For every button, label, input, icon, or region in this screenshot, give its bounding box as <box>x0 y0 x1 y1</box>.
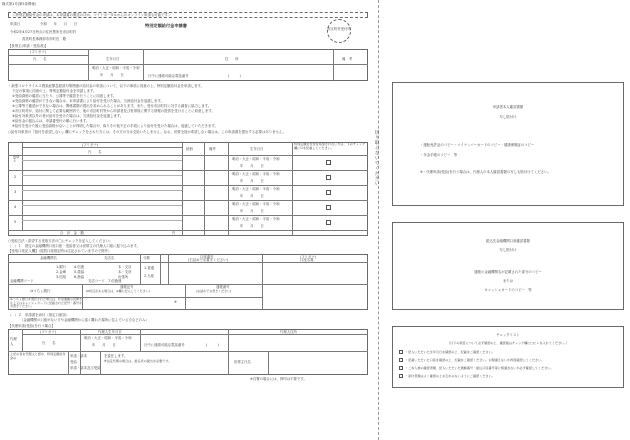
form-title: 特別定額給付金申請書 <box>145 23 187 28</box>
account-number-header: 口座番号 <box>200 254 214 259</box>
yucho-kigo-label: 通帳記号 <box>120 285 134 289</box>
attach2-title: 振込先金融機関口座確認書類 <box>485 239 531 243</box>
attach2-sub: 写し貼付け <box>499 248 517 252</box>
checklist-checkbox-4[interactable] <box>399 374 403 378</box>
cut-line <box>378 0 379 440</box>
bank-section-title: 【受取口座記入欄】（振替口座指定時は注記されていますので除外） <box>8 249 112 253</box>
branch-type-1: 本・支店 <box>118 265 132 269</box>
receipt-option-2-note: （金融機関の口座がない方や金融機関から遠く離れた場所に住んでいる方などのみ） <box>20 318 149 322</box>
branch-code-label: 支店コード <box>88 279 105 283</box>
form-number: 様式第1号(第5条関係) <box>2 2 37 6</box>
agent-name-label: 氏 名 <box>42 341 56 345</box>
checklist-item-3: ・ご本人様の確認書類、記入いただいた通帳番号・振込口座番号等に相違がないか必ず確認してください。 <box>405 365 554 370</box>
members-name-header: 氏 名 <box>88 149 102 154</box>
row2-era: 明治・大正・昭和・平成・令和 <box>232 172 280 176</box>
row-label-5: 5 <box>14 220 17 224</box>
account-kana-header: (フリガナ) <box>300 254 317 259</box>
notes-p3: ②受給資格の確認ができない場合は、本申請書により給付を受けた場合、当該給付金を返還します。 <box>12 99 164 103</box>
refuse-checkbox-4[interactable] <box>326 205 331 210</box>
notes-p8: ※給付を受けた後に受給資格がないことが判明した場合や、偽りその他不正の手段により給付を受けた場合は、返還していただきます。 <box>12 124 218 128</box>
agent-delegate-note: ※法定代理の場合は、委任状の提出が必要です。 <box>104 359 172 363</box>
agent-era: 明治・大正・昭和・平成・令和 <box>84 336 132 340</box>
agent-option-2[interactable]: 受給 <box>70 360 77 364</box>
refuse-checkbox-1[interactable] <box>326 160 331 165</box>
row4-era: 明治・大正・昭和・平成・令和 <box>232 202 280 206</box>
row2-ymd: 年 月 日 <box>240 179 264 183</box>
row3-ymd: 年 月 日 <box>240 194 264 198</box>
agent-furigana: (フリガナ) <box>40 329 57 334</box>
notes-p4: ③公簿等で確認ができない場合は、関係書類の提出を求められることがあります。また、受付市区町村に対する調査に協力します。 <box>12 104 212 108</box>
row5-ymd: 年 月 日 <box>240 224 264 228</box>
bank-type-6: 6.漁協 <box>74 275 85 279</box>
receipt-method-heading: ○受取方法（希望する受取方法の□にチェックを記入してください） <box>8 239 113 243</box>
account-type-1: 1.普通 <box>144 266 155 270</box>
row-label-4: 4 <box>14 205 17 209</box>
account-number-sub: (右詰めでお書きください) <box>188 258 228 262</box>
applicant-note-label: 備 考 <box>342 57 353 61</box>
attach2-line2: または <box>502 279 514 283</box>
checklist-item-1: ・記入いただいた生年月日を確認の上、記載をご確認ください。 <box>405 349 495 354</box>
branch-type-3: 出張所 <box>118 275 129 279</box>
refuse-checkbox-3[interactable] <box>326 190 331 195</box>
bank-type-7: 7.信漁連 <box>108 279 122 283</box>
notes-p6: ⑤給付対象者以外の者が給付を受けた場合は、当該給付金を返還します。 <box>12 114 124 118</box>
notes-p7: ⑥給付金の振込みは、申請書受付の順に行います。 <box>12 119 90 123</box>
refuse-checkbox-5[interactable] <box>326 220 331 225</box>
agent-section-title: 【代理申請(受給)を行う場合】 <box>8 324 55 328</box>
receipt-option-2[interactable]: （ ）２ 申請書を添付（指定口座届） <box>8 313 70 317</box>
members-table <box>8 142 368 236</box>
account-holder-header: 口座名義 <box>300 258 314 262</box>
application-date-label: 申請日 <box>10 22 21 26</box>
agent-row-label: 代理人 <box>10 337 17 346</box>
bank-name-header: 金融機関名 <box>40 256 57 260</box>
bank-code-label: 金融機関コード <box>10 279 34 283</box>
attach1-note: ※・代理申請(受給)を行う場合は、代理人の本人確認書類の写しも貼付けてください。 <box>420 170 551 174</box>
bank-type-3: 3.信組 <box>56 275 67 279</box>
addressee-line1: 令和2年4月27日時点の住民票所在市区町村 <box>10 30 77 34</box>
attach2-line3: キャッシュカードのコピー 等 <box>484 288 532 292</box>
members-refuse-header: 特別定額給付金を希望されない方は、下のチェック欄に☑を記載してください。 <box>294 142 366 150</box>
checklist-checkbox-1[interactable] <box>399 350 403 354</box>
account-type-2: 2.当座 <box>144 274 155 278</box>
yucho-kigo-sub: (6桁目がある場合は、※欄に記入してください) <box>86 289 150 293</box>
applicant-phone-paren: ( ) <box>228 74 241 78</box>
row4-ymd: 年 月 日 <box>240 209 264 213</box>
agent-relation-text: 上記の者を代理人と認め、特別定額給付金の <box>10 352 66 360</box>
members-birth-header: 生年月日 <box>250 147 264 151</box>
applicant-sign-label: 世帯主氏名 <box>234 360 251 364</box>
notes-p2: ①受給資格の確認に当たり、公簿等で確認を行うことに同意します。 <box>12 94 117 98</box>
row5-era: 明治・大正・昭和・平成・令和 <box>232 217 280 221</box>
checklist-checkbox-3[interactable] <box>399 366 403 370</box>
notes-p1: 下記の事項に同意の上、特別定額給付金を申請します。 <box>12 89 97 93</box>
checklist-checkbox-2[interactable] <box>399 358 403 362</box>
applicant-address-label: 住 所 <box>225 57 239 61</box>
yucho-label: ゆうちょ銀行 <box>30 289 51 293</box>
attach2-line1: 通帳の金融機関名が記載された部分のコピー <box>474 270 542 274</box>
bank-type-1: 1.銀行 <box>56 265 67 269</box>
row1-era: 明治・大正・昭和・平成・令和 <box>232 157 280 161</box>
agent-option-3[interactable]: 申請・請求及び受給 <box>70 366 101 370</box>
attach1-sub: 写し貼付け <box>499 115 517 119</box>
addressee-line2: 香美町長事務部市市町長 殿 <box>22 37 67 41</box>
agent-option-1[interactable]: 申請・請求 <box>70 354 87 358</box>
vertical-notice: 切り取らないでください <box>374 130 379 187</box>
checklist-intro: （以下の項目について必ず確認の上、確認後はチェック欄に□にレを入れてください。） <box>447 341 569 345</box>
bank-type-4: 4.信連 <box>74 265 85 269</box>
notes-p9: ○給付対象者の『給付を希望しない』欄にチェックをされた方には、その方の分は支給いたしません。なお、世帯全員が希望しない場合は、この申請書を提出する必要はありません。 <box>8 130 286 134</box>
agent-delegate: を委任します。 <box>104 354 128 358</box>
attach1-item-2: ・年金手帳のコピー 等 <box>420 153 458 157</box>
agent-ymd: 年 月 日 <box>92 343 116 347</box>
yucho-bango-sub: (右詰めでお書きください) <box>196 289 232 293</box>
yucho-note: ゆうちょ銀行を選択された場合は、貯金通帳の見開き左上又はキャッシュカードに記載された記号・番号をお書きください。 <box>10 297 83 308</box>
refuse-checkbox-2[interactable] <box>326 175 331 180</box>
agent-address-label: 代理人住所 <box>280 329 297 334</box>
bank-type-2: 2.金庫 <box>56 270 67 274</box>
receipt-option-1[interactable]: （ ）１ 指定の金融機関口座口座・受給者又は世帯主の代理人口座に振り込みます。 <box>8 244 140 248</box>
members-note-header: 備考 <box>209 147 216 151</box>
yucho-mark: ※ <box>174 300 177 304</box>
yucho-bango-label: 通帳番号 <box>216 285 230 289</box>
branch-type-2: 本・支所 <box>118 270 132 274</box>
row-label-head: 世帯主 <box>13 155 20 163</box>
applicant-birth-label: 生年月日 <box>106 57 120 61</box>
attach1-title: 申請者本人確認書類 <box>492 105 524 109</box>
members-relation-header: 続柄 <box>186 147 193 151</box>
agent-birth-label: 代理人生年月日 <box>98 329 122 334</box>
checklist-item-4: ・添付書類はよく確認の上お忘れのないようにご確認ください。 <box>405 373 495 378</box>
row1-ymd: 年 月 日 <box>240 164 264 168</box>
checklist-title: チェックリスト <box>496 333 520 337</box>
applicant-section-title: 【世帯主(申請・受給者)】 <box>8 44 48 48</box>
bank-document-attach-box <box>392 222 624 310</box>
applicant-furigana: (フリガナ) <box>30 50 47 54</box>
notes-p5: ④市区町村が、給付に関して必要な範囲内で、他の市区町村等から申請者及び世帯員に関する情報の提供を受けることに同意します。 <box>12 109 215 113</box>
applicant-era: 明治・大正・昭和・平成・令和 <box>92 66 140 70</box>
applicant-phone-label: 日中に連絡可能な電話番号 <box>148 74 189 78</box>
branch-name-header: 支店名 <box>104 256 115 260</box>
total-amount-unit: 円 <box>172 231 176 235</box>
agent-phone-paren: ( ) <box>206 343 219 347</box>
application-date: 令和 年 月 日 <box>40 22 78 26</box>
notes-heading: ・新型コロナウイルス感染症緊急経済対策関連の給付金の申請について、以下の事項に同意の上、特別定額給付金を申請します。 <box>8 84 205 88</box>
sign-footer-note: ※自署の場合には、押印は不要です。 <box>250 377 307 381</box>
applicant-ymd: 年 月 日 <box>100 73 124 77</box>
members-furigana-header: (フリガナ) <box>82 142 99 147</box>
applicant-name-label: 氏 名 <box>33 57 47 61</box>
online-notice: ＜特別定額給付金の申請は、本申請書の郵送のほか、マイナポータルからのオンライン申請も可能です＞ <box>12 12 172 17</box>
reception-seal-text: 市区町村受付印 <box>327 27 351 31</box>
bank-type-5: 5.農協 <box>74 270 85 274</box>
checklist-item-2: ・記載いただいた口座を確認の上、記載をご確認ください。お間違えないか再度確認してください。 <box>405 357 545 362</box>
account-type-header: 分類 <box>143 256 150 260</box>
row3-era: 明治・大正・昭和・平成・令和 <box>232 187 280 191</box>
row-label-3: 3 <box>14 190 17 194</box>
row-label-2: 2 <box>14 175 17 179</box>
agent-phone-label: 日中に連絡可能な電話番号 <box>144 343 185 347</box>
total-amount-label: 合 計 金 額 <box>60 231 84 235</box>
attach1-item-1: ・運転免許証のコピー・マイナンバーカードのコピー・健康保険証のコピー <box>420 143 535 147</box>
